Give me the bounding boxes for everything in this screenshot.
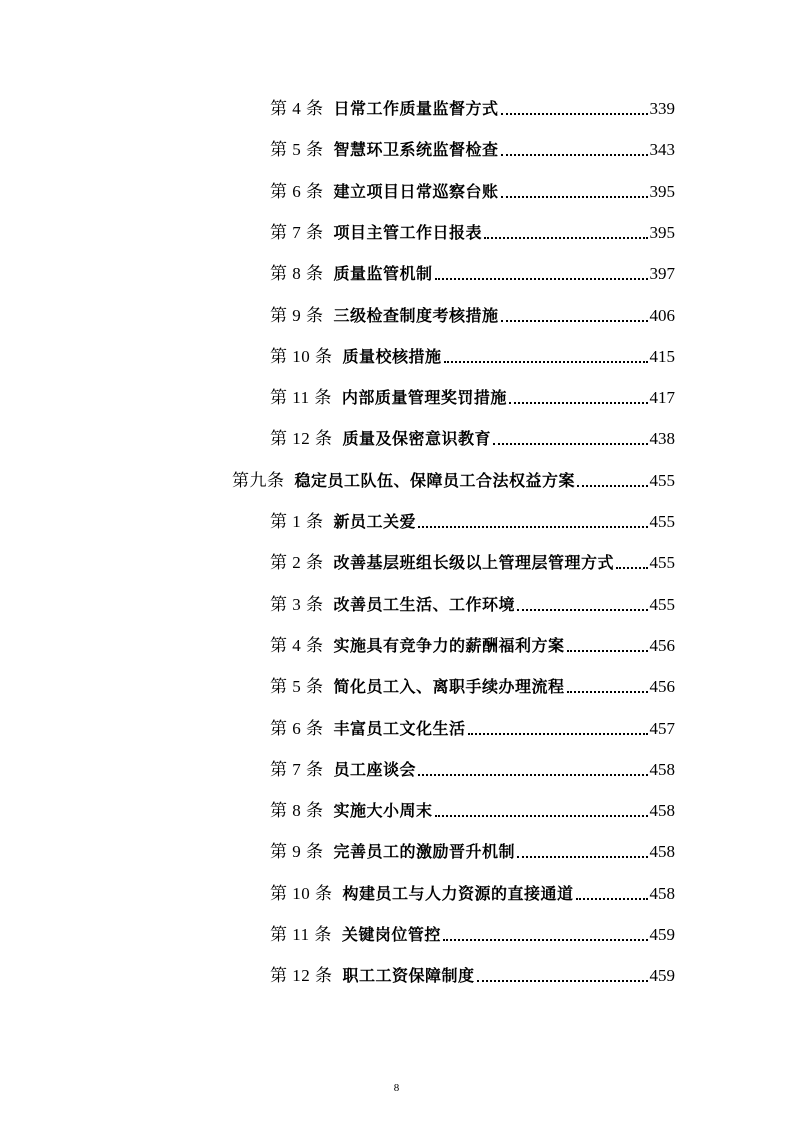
- toc-entry-title: 丰富员工文化生活: [333, 719, 466, 738]
- toc-entry-page: 417: [649, 388, 675, 407]
- toc-entry-number: 第 5 条: [270, 140, 324, 159]
- toc-entry-title: 稳定员工队伍、保障员工合法权益方案: [294, 471, 576, 490]
- toc-entry-title: 新员工关爱: [333, 512, 417, 531]
- toc-entry[interactable]: [270, 591, 675, 619]
- toc-entry-number: 第 1 条: [270, 512, 324, 531]
- toc-entry-number: 第 12 条: [270, 966, 333, 985]
- toc-entry-number: 第 2 条: [270, 553, 324, 572]
- toc-entry-number: 第 4 条: [270, 636, 324, 655]
- toc-entry[interactable]: [270, 508, 675, 536]
- toc-entry[interactable]: [270, 632, 675, 660]
- dot-leader: [509, 401, 648, 404]
- toc-entry-page: 456: [649, 636, 675, 655]
- toc-entry-title: 三级检查制度考核措施: [333, 306, 499, 325]
- toc-entry[interactable]: [270, 962, 675, 990]
- dot-leader: [517, 855, 647, 858]
- toc-entry-number: 第 8 条: [270, 264, 324, 283]
- toc-chapter-entry[interactable]: [232, 467, 675, 495]
- dot-leader: [517, 608, 647, 611]
- toc-entry[interactable]: [270, 838, 675, 866]
- toc-entry-title: 智慧环卫系统监督检查: [333, 140, 499, 159]
- dot-leader: [435, 814, 648, 817]
- toc-entry[interactable]: [270, 302, 675, 330]
- toc-entry-page: 456: [649, 677, 675, 696]
- dot-leader: [468, 732, 648, 735]
- toc-entry-page: 397: [649, 264, 675, 283]
- dot-leader: [477, 979, 648, 982]
- toc-entry-page: 343: [649, 140, 675, 159]
- toc-entry[interactable]: [270, 95, 675, 123]
- toc-entry[interactable]: [270, 756, 675, 784]
- toc-entry[interactable]: [270, 219, 675, 247]
- dot-leader: [567, 649, 648, 652]
- toc-entry-title: 质量监管机制: [333, 264, 433, 283]
- toc-entry-title: 建立项目日常巡察台账: [333, 182, 499, 201]
- dot-leader: [443, 938, 648, 941]
- dot-leader: [418, 773, 647, 776]
- toc-entry[interactable]: [270, 178, 675, 206]
- toc-entry-title: 内部质量管理奖罚措施: [341, 388, 507, 407]
- toc-entry-number: 第 6 条: [270, 182, 324, 201]
- toc-entry[interactable]: [270, 673, 675, 701]
- toc-entry-page: 458: [649, 760, 675, 779]
- toc-entry-page: 438: [649, 429, 675, 448]
- toc-entry-number: 第 7 条: [270, 760, 324, 779]
- toc-entry-number: 第九条: [232, 471, 285, 490]
- toc-entry-title: 日常工作质量监督方式: [333, 99, 499, 118]
- toc-entry-page: 339: [649, 99, 675, 118]
- toc-entry-page: 395: [649, 223, 675, 242]
- toc-entry-page: 415: [649, 347, 675, 366]
- toc-entry[interactable]: [270, 343, 675, 371]
- dot-leader: [567, 690, 648, 693]
- toc-entry[interactable]: [270, 921, 675, 949]
- toc-entry-number: 第 7 条: [270, 223, 324, 242]
- dot-leader: [484, 236, 647, 239]
- dot-leader: [576, 897, 648, 900]
- toc-entry-page: 458: [649, 842, 675, 861]
- page-number: 8: [393, 1082, 400, 1094]
- toc-entry-title: 构建员工与人力资源的直接通道: [342, 884, 574, 903]
- toc-entry[interactable]: [270, 136, 675, 164]
- dot-leader: [501, 195, 648, 198]
- toc-entry-title: 实施大小周末: [333, 801, 433, 820]
- toc-entry-number: 第 11 条: [270, 388, 332, 407]
- dot-leader: [616, 566, 647, 569]
- toc-entry-page: 455: [649, 595, 675, 614]
- toc-entry-title: 项目主管工作日报表: [333, 223, 483, 242]
- toc-entry-page: 455: [649, 553, 675, 572]
- toc-entry-title: 质量校核措施: [342, 347, 442, 366]
- toc-entry[interactable]: [270, 797, 675, 825]
- toc-entry[interactable]: [270, 549, 675, 577]
- toc-entry[interactable]: [270, 384, 675, 412]
- toc-entry-number: 第 12 条: [270, 429, 333, 448]
- toc-entry-page: 455: [649, 471, 675, 490]
- toc-entry-number: 第 9 条: [270, 306, 324, 325]
- toc-entry-page: 406: [649, 306, 675, 325]
- toc-entry-title: 职工工资保障制度: [342, 966, 475, 985]
- toc-entry-page: 459: [649, 925, 675, 944]
- dot-leader: [501, 112, 648, 115]
- toc-entry-page: 457: [649, 719, 675, 738]
- toc-entry[interactable]: [270, 715, 675, 743]
- toc-entry-number: 第 8 条: [270, 801, 324, 820]
- dot-leader: [501, 153, 648, 156]
- toc-entry-number: 第 11 条: [270, 925, 332, 944]
- toc-entry-title: 质量及保密意识教育: [342, 429, 492, 448]
- toc-entry[interactable]: [270, 425, 675, 453]
- toc-entry-title: 完善员工的激励晋升机制: [333, 842, 516, 861]
- toc-entry-page: 455: [649, 512, 675, 531]
- toc-entry-page: 395: [649, 182, 675, 201]
- toc-entry-title: 实施具有竞争力的薪酬福利方案: [333, 636, 565, 655]
- toc-entry-number: 第 10 条: [270, 347, 333, 366]
- dot-leader: [435, 277, 648, 280]
- dot-leader: [493, 442, 647, 445]
- toc-entry-number: 第 10 条: [270, 884, 333, 903]
- dot-leader: [444, 360, 648, 363]
- toc-entry-page: 459: [649, 966, 675, 985]
- dot-leader: [501, 319, 648, 322]
- dot-leader: [418, 525, 647, 528]
- toc-entry-page: 458: [649, 884, 675, 903]
- toc-entry-number: 第 4 条: [270, 99, 324, 118]
- toc-entry-title: 关键岗位管控: [341, 925, 441, 944]
- toc-entry-number: 第 9 条: [270, 842, 324, 861]
- toc-entry-number: 第 6 条: [270, 719, 324, 738]
- toc-entry[interactable]: [270, 260, 675, 288]
- toc-entry[interactable]: [270, 880, 675, 908]
- toc-entry-page: 458: [649, 801, 675, 820]
- toc-entry-number: 第 3 条: [270, 595, 324, 614]
- dot-leader: [577, 484, 647, 487]
- toc-entry-title: 改善基层班组长级以上管理层管理方式: [333, 553, 615, 572]
- toc-entry-title: 员工座谈会: [333, 760, 417, 779]
- toc-entry-title: 简化员工入、离职手续办理流程: [333, 677, 565, 696]
- toc-entry-number: 第 5 条: [270, 677, 324, 696]
- toc-entry-title: 改善员工生活、工作环境: [333, 595, 516, 614]
